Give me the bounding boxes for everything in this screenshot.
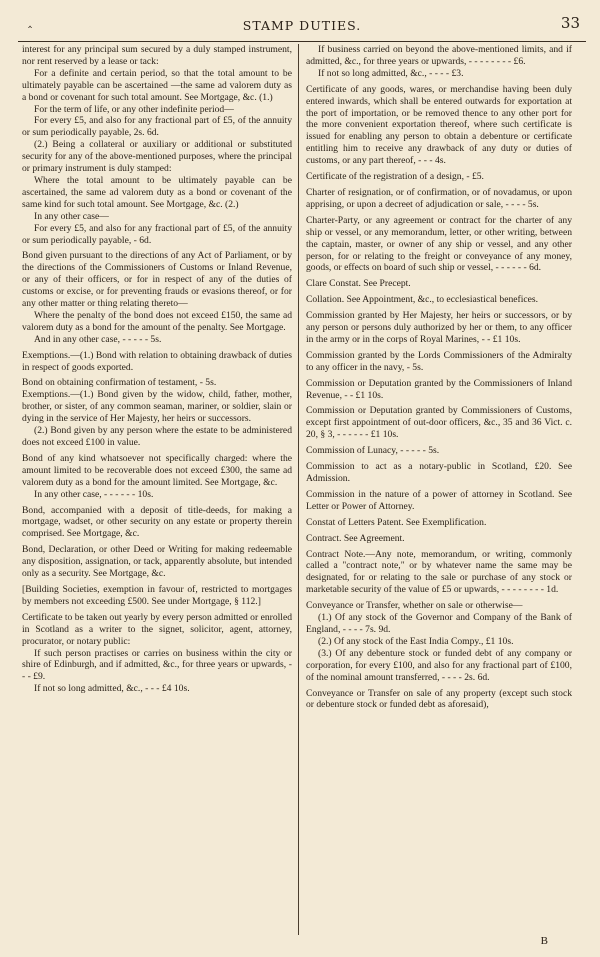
continued-paragraph: interest for any principal sum secured by a duly stamped instrument, nor rent reserved by a lease or tack: bbox=[22, 44, 292, 67]
entry-paragraph: Conveyance or Transfer on sale of any property (except such stock or debenture stock or funded debt as aforesaid), bbox=[306, 687, 572, 711]
signature-mark: B bbox=[540, 935, 548, 947]
header-rule bbox=[18, 41, 586, 42]
entry-paragraph: Bond given pursuant to the directions of any Act of Parliament, or by the directions of the Commissioners of Customs or Inland Revenue, or any of their officers, or for in respect of any of the duties of customs or excise, or for preventing frauds or evasions thereof, or for any other matter or thing relating thereto— bbox=[22, 250, 292, 310]
running-header bbox=[20, 14, 584, 40]
entry-paragraph: Contract. See Agreement. bbox=[306, 532, 405, 544]
item-paragraph: In any other case, - - - - - - 10s. bbox=[34, 488, 154, 500]
item-paragraph: If not so long admitted, &c., - - - £4 10s. bbox=[34, 683, 190, 695]
entry-paragraph: Commission in the nature of a power of attorney in Scotland. See Letter or Power of Attorney. bbox=[306, 488, 572, 512]
entry-paragraph: Charter of resignation, or of confirmation, or of novadamus, or upon apprising, or upon a decreet of adjudication or sale, - - - - 5s. bbox=[306, 186, 572, 210]
item-paragraph: (2.) Being a collateral or auxiliary or additional or substituted security for any of the above-mentioned purposes, where the principal or primary instrument is duly stamped: bbox=[22, 139, 292, 175]
right-column bbox=[306, 44, 572, 711]
item-paragraph: And in any other case, - - - - - 5s. bbox=[34, 333, 162, 345]
entry-paragraph: Commission to act as a notary-public in Scotland, £20. See Admission. bbox=[306, 461, 572, 484]
entry-paragraph: Certificate of any goods, wares, or merchandise having been duly entered inwards, which shall be entered outwards for exportation at the port of importation, or be removed thence to any other port for the more convenient exportation thereof, where such certificate is issued for enabling any person to obtain a debenture or certificate entitling him to receive any drawback of any duty or duties of customs, or any part thereof, - - - 4s. bbox=[306, 83, 572, 167]
entry-paragraph: Bond, accompanied with a deposit of title-deeds, for making a mortgage, wadset, or other security on any estate or property therein comprised. See Mortgage, &c. bbox=[22, 504, 292, 540]
entry-paragraph: Commission granted by the Lords Commissioners of the Admiralty to any officer in the navy, - 5s. bbox=[306, 349, 572, 373]
entry-paragraph: Commission or Deputation granted by the Commissioners of Inland Revenue, - - £1 10s. bbox=[306, 377, 572, 401]
entry-paragraph: Commission granted by Her Majesty, her heirs or successors, or by any person or persons duly authorized by her or them, to any officer in the army or in the corps of Royal Marines, - - £1 10s. bbox=[306, 310, 572, 345]
entry-paragraph: [Building Societies, exemption in favour of, restricted to mortgages by members not exceeding £500. See under Mortgage, § 112.] bbox=[22, 583, 292, 607]
item-paragraph: (2.) Bond given by any person where the estate to be administered does not exceed £100 in value. bbox=[22, 425, 292, 448]
page-number: 33 bbox=[560, 14, 580, 32]
entry-paragraph: Bond of any kind whatsoever not specifically charged: where the amount limited to be recoverable does not exceed £300, the same ad valorem duty as a bond for the amount limited. See Mortgage, &c. bbox=[22, 452, 292, 488]
item-paragraph: For every £5, and also for any fractional part of £5, of the annuity or sum periodically payable, 2s. 6d. bbox=[22, 115, 292, 139]
item-paragraph: (2.) Of any stock of the East India Compy., £1 10s. bbox=[318, 635, 514, 647]
entry-paragraph: Exemptions.—(1.) Bond given by the widow, child, father, mother, brother, or sister, of any common seaman, mariner, or soldier, slain or dying in the service of Her Majesty, her heirs or successors. bbox=[22, 389, 292, 425]
entry-paragraph: Conveyance or Transfer, whether on sale or otherwise— bbox=[306, 600, 523, 612]
entry-paragraph: Clare Constat. See Precept. bbox=[306, 278, 411, 290]
entry-paragraph: Certificate to be taken out yearly by every person admitted or enrolled in Scotland as a writer to the signet, solicitor, agent, attorney, procurator, or notary public: bbox=[22, 611, 292, 647]
entry-paragraph: Commission or Deputation granted by Commissioners of Customs, except first appointment of out-door officers, &c., 35 and 36 Vict. c. 20, § 3, - - - - - - £1 10s. bbox=[306, 405, 572, 441]
item-paragraph: (1.) Of any stock of the Governor and Company of the Bank of England, - - - - 7s. 9d. bbox=[306, 612, 572, 635]
item-paragraph: In any other case— bbox=[34, 210, 109, 222]
page-title: STAMP DUTIES. bbox=[242, 18, 362, 33]
item-paragraph: For every £5, and also for any fractional part of £5, of the annuity or sum periodically payable, - 6d. bbox=[22, 222, 292, 246]
item-paragraph: Where the penalty of the bond does not exceed £150, the same ad valorem duty as a bond for the amount of the penalty. See Mortgage. bbox=[22, 309, 292, 333]
item-paragraph: If business carried on beyond the above-mentioned limits, and if admitted, &c., for three years or upwards, - - - - - - - - £6. bbox=[306, 44, 572, 67]
item-paragraph: For a definite and certain period, so that the total amount to be ultimately payable can be ascertained —the same ad valorem duty as a bond or covenant for such total amount. See Mortgage, &c. (1.) bbox=[22, 67, 292, 103]
item-paragraph: If such person practises or carries on business within the city or shire of Edinburgh, and if admitted, &c., for three years or upwards, - - - £9. bbox=[22, 647, 292, 683]
column-divider bbox=[298, 44, 299, 935]
item-paragraph: If not so long admitted, &c., - - - - £3. bbox=[318, 67, 464, 79]
entry-paragraph: Exemptions.—(1.) Bond with relation to obtaining drawback of duties in respect of goods exported. bbox=[22, 349, 292, 373]
entry-paragraph: Bond on obtaining confirmation of testament, - 5s. bbox=[22, 377, 217, 389]
entry-paragraph: Constat of Letters Patent. See Exemplification. bbox=[306, 516, 487, 528]
left-column bbox=[22, 44, 292, 695]
entry-paragraph: Commission of Lunacy, - - - - - 5s. bbox=[306, 445, 440, 457]
header-mark: ‸ bbox=[28, 14, 33, 28]
entry-paragraph: Collation. See Appointment, &c., to ecclesiastical benefices. bbox=[306, 294, 539, 306]
entry-paragraph: Certificate of the registration of a design, - £5. bbox=[306, 171, 484, 183]
item-paragraph: Where the total amount to be ultimately payable can be ascertained, the same ad valorem duty as a bond or covenant of the same kind for such total amount. See Mortgage, &c. (2.) bbox=[22, 174, 292, 210]
entry-paragraph: Charter-Party, or any agreement or contract for the charter of any ship or vessel, or any memorandum, letter, or other writing, between the captain, master, or owner of any ship or vessel, and any other person, for or relating to the freight or conveyance of any money, goods, or effects on board of such ship or vessel, - - - - - - 6d. bbox=[306, 214, 572, 274]
entry-paragraph: Bond, Declaration, or other Deed or Writing for making redeemable any disposition, assignation, or tack, apparently absolute, but intended only as a security. See Mortgage, &c. bbox=[22, 544, 292, 580]
item-paragraph: For the term of life, or any other indefinite period— bbox=[34, 103, 234, 115]
entry-paragraph: Contract Note.—Any note, memorandum, or writing, commonly called a "contract note," or by whatever name the same may be designated, for or relating to the sale or purchase of any stock or marketable security of the value of £5 or upwards, - - - - - - - - 1d. bbox=[306, 548, 572, 596]
item-paragraph: (3.) Of any debenture stock or funded debt of any company or corporation, for every £100, and also for any fractional part of £100, of the nominal amount transferred, - - - - 2s. 6d. bbox=[306, 647, 572, 683]
